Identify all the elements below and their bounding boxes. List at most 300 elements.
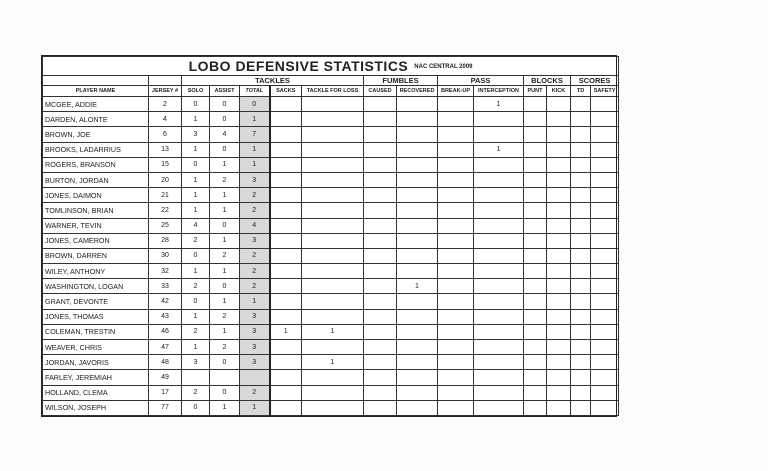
cell-total[interactable]: 2	[240, 385, 270, 400]
cell-caused[interactable]	[364, 127, 397, 142]
cell-jersey[interactable]: 4	[149, 112, 182, 127]
cell-sacks[interactable]	[270, 370, 302, 385]
cell-assist[interactable]: 2	[210, 309, 240, 324]
cell-recovered[interactable]	[397, 127, 438, 142]
cell-td[interactable]	[571, 355, 591, 370]
cell-player-name[interactable]: TOMLINSON, BRIAN	[43, 203, 149, 218]
cell-safety[interactable]	[591, 112, 619, 127]
cell-break-up[interactable]	[438, 112, 474, 127]
cell-assist[interactable]: 2	[210, 340, 240, 355]
cell-assist[interactable]: 0	[210, 142, 240, 157]
cell-assist[interactable]: 2	[210, 172, 240, 187]
cell-player-name[interactable]: DARDEN, ALONTE	[43, 112, 149, 127]
cell-punt[interactable]	[524, 112, 547, 127]
cell-td[interactable]	[571, 127, 591, 142]
cell-td[interactable]	[571, 172, 591, 187]
cell-solo[interactable]: 3	[182, 355, 210, 370]
cell-recovered[interactable]	[397, 97, 438, 112]
cell-safety[interactable]	[591, 400, 619, 415]
cell-interception[interactable]	[474, 233, 524, 248]
cell-safety[interactable]	[591, 309, 619, 324]
cell-safety[interactable]	[591, 340, 619, 355]
cell-kick[interactable]	[547, 127, 571, 142]
cell-safety[interactable]	[591, 218, 619, 233]
cell-kick[interactable]	[547, 218, 571, 233]
cell-player-name[interactable]: FARLEY, JEREMIAH	[43, 370, 149, 385]
cell-sacks[interactable]	[270, 233, 302, 248]
cell-jersey[interactable]: 46	[149, 324, 182, 339]
cell-td[interactable]	[571, 112, 591, 127]
cell-player-name[interactable]: HOLLAND, CLEMA	[43, 385, 149, 400]
cell-jersey[interactable]: 25	[149, 218, 182, 233]
cell-td[interactable]	[571, 142, 591, 157]
cell-total[interactable]: 3	[240, 309, 270, 324]
cell-tackle-for-loss[interactable]	[302, 294, 364, 309]
cell-kick[interactable]	[547, 294, 571, 309]
cell-punt[interactable]	[524, 248, 547, 263]
cell-td[interactable]	[571, 203, 591, 218]
cell-interception[interactable]	[474, 340, 524, 355]
cell-tackle-for-loss[interactable]	[302, 340, 364, 355]
cell-td[interactable]	[571, 340, 591, 355]
cell-total[interactable]	[240, 370, 270, 385]
cell-td[interactable]	[571, 309, 591, 324]
cell-sacks[interactable]	[270, 127, 302, 142]
cell-solo[interactable]: 4	[182, 218, 210, 233]
cell-assist[interactable]: 2	[210, 248, 240, 263]
cell-assist[interactable]: 0	[210, 112, 240, 127]
cell-kick[interactable]	[547, 324, 571, 339]
cell-player-name[interactable]: BROWN, DARREN	[43, 248, 149, 263]
cell-recovered[interactable]	[397, 142, 438, 157]
cell-safety[interactable]	[591, 370, 619, 385]
cell-assist[interactable]: 0	[210, 97, 240, 112]
cell-safety[interactable]	[591, 385, 619, 400]
cell-punt[interactable]	[524, 97, 547, 112]
cell-solo[interactable]: 2	[182, 385, 210, 400]
cell-td[interactable]	[571, 97, 591, 112]
cell-assist[interactable]: 1	[210, 233, 240, 248]
cell-interception[interactable]	[474, 279, 524, 294]
cell-recovered[interactable]	[397, 264, 438, 279]
cell-caused[interactable]	[364, 203, 397, 218]
cell-total[interactable]: 4	[240, 218, 270, 233]
cell-tackle-for-loss[interactable]	[302, 248, 364, 263]
cell-tackle-for-loss[interactable]	[302, 157, 364, 172]
cell-assist[interactable]: 4	[210, 127, 240, 142]
cell-tackle-for-loss[interactable]	[302, 218, 364, 233]
cell-interception[interactable]	[474, 248, 524, 263]
cell-interception[interactable]	[474, 172, 524, 187]
cell-caused[interactable]	[364, 188, 397, 203]
cell-td[interactable]	[571, 279, 591, 294]
cell-kick[interactable]	[547, 400, 571, 415]
cell-punt[interactable]	[524, 172, 547, 187]
cell-tackle-for-loss[interactable]	[302, 188, 364, 203]
cell-kick[interactable]	[547, 385, 571, 400]
cell-jersey[interactable]: 33	[149, 279, 182, 294]
cell-punt[interactable]	[524, 309, 547, 324]
cell-assist[interactable]: 1	[210, 400, 240, 415]
cell-punt[interactable]	[524, 264, 547, 279]
cell-caused[interactable]	[364, 385, 397, 400]
cell-punt[interactable]	[524, 142, 547, 157]
cell-safety[interactable]	[591, 172, 619, 187]
cell-jersey[interactable]: 47	[149, 340, 182, 355]
cell-td[interactable]	[571, 218, 591, 233]
cell-break-up[interactable]	[438, 203, 474, 218]
cell-sacks[interactable]	[270, 97, 302, 112]
cell-solo[interactable]: 2	[182, 233, 210, 248]
cell-caused[interactable]	[364, 264, 397, 279]
cell-recovered[interactable]	[397, 218, 438, 233]
cell-sacks[interactable]	[270, 355, 302, 370]
cell-total[interactable]: 3	[240, 172, 270, 187]
cell-tackle-for-loss[interactable]	[302, 264, 364, 279]
cell-break-up[interactable]	[438, 264, 474, 279]
cell-sacks[interactable]	[270, 309, 302, 324]
cell-solo[interactable]: 2	[182, 279, 210, 294]
cell-interception[interactable]: 1	[474, 97, 524, 112]
cell-solo[interactable]: 1	[182, 203, 210, 218]
cell-player-name[interactable]: JONES, THOMAS	[43, 309, 149, 324]
cell-assist[interactable]	[210, 370, 240, 385]
cell-safety[interactable]	[591, 324, 619, 339]
cell-safety[interactable]	[591, 127, 619, 142]
cell-break-up[interactable]	[438, 400, 474, 415]
cell-recovered[interactable]	[397, 203, 438, 218]
cell-interception[interactable]	[474, 385, 524, 400]
cell-assist[interactable]: 1	[210, 324, 240, 339]
cell-kick[interactable]	[547, 248, 571, 263]
cell-tackle-for-loss[interactable]	[302, 385, 364, 400]
cell-assist[interactable]: 1	[210, 203, 240, 218]
cell-punt[interactable]	[524, 203, 547, 218]
cell-safety[interactable]	[591, 97, 619, 112]
cell-total[interactable]: 2	[240, 203, 270, 218]
cell-total[interactable]: 7	[240, 127, 270, 142]
cell-kick[interactable]	[547, 264, 571, 279]
cell-break-up[interactable]	[438, 370, 474, 385]
cell-total[interactable]: 0	[240, 97, 270, 112]
cell-recovered[interactable]	[397, 309, 438, 324]
cell-jersey[interactable]: 42	[149, 294, 182, 309]
cell-interception[interactable]	[474, 127, 524, 142]
cell-sacks[interactable]	[270, 112, 302, 127]
cell-break-up[interactable]	[438, 324, 474, 339]
cell-break-up[interactable]	[438, 172, 474, 187]
cell-break-up[interactable]	[438, 294, 474, 309]
cell-recovered[interactable]	[397, 400, 438, 415]
cell-jersey[interactable]: 21	[149, 188, 182, 203]
cell-tackle-for-loss[interactable]	[302, 112, 364, 127]
cell-total[interactable]: 2	[240, 264, 270, 279]
cell-total[interactable]: 1	[240, 157, 270, 172]
cell-sacks[interactable]	[270, 203, 302, 218]
cell-caused[interactable]	[364, 294, 397, 309]
cell-total[interactable]: 3	[240, 355, 270, 370]
cell-assist[interactable]: 0	[210, 385, 240, 400]
cell-interception[interactable]	[474, 294, 524, 309]
cell-sacks[interactable]: 1	[270, 324, 302, 339]
cell-safety[interactable]	[591, 233, 619, 248]
cell-caused[interactable]	[364, 233, 397, 248]
cell-jersey[interactable]: 15	[149, 157, 182, 172]
cell-td[interactable]	[571, 233, 591, 248]
cell-tackle-for-loss[interactable]	[302, 370, 364, 385]
cell-caused[interactable]	[364, 172, 397, 187]
cell-recovered[interactable]	[397, 370, 438, 385]
cell-interception[interactable]	[474, 400, 524, 415]
cell-td[interactable]	[571, 264, 591, 279]
cell-total[interactable]: 1	[240, 294, 270, 309]
cell-solo[interactable]: 1	[182, 112, 210, 127]
cell-total[interactable]: 3	[240, 233, 270, 248]
cell-kick[interactable]	[547, 233, 571, 248]
cell-sacks[interactable]	[270, 218, 302, 233]
cell-punt[interactable]	[524, 233, 547, 248]
cell-caused[interactable]	[364, 97, 397, 112]
cell-punt[interactable]	[524, 294, 547, 309]
cell-tackle-for-loss[interactable]	[302, 142, 364, 157]
cell-break-up[interactable]	[438, 188, 474, 203]
cell-recovered[interactable]	[397, 355, 438, 370]
cell-td[interactable]	[571, 248, 591, 263]
cell-interception[interactable]	[474, 355, 524, 370]
cell-interception[interactable]	[474, 157, 524, 172]
cell-jersey[interactable]: 49	[149, 370, 182, 385]
cell-safety[interactable]	[591, 355, 619, 370]
cell-td[interactable]	[571, 385, 591, 400]
cell-player-name[interactable]: WILEY, ANTHONY	[43, 264, 149, 279]
cell-punt[interactable]	[524, 370, 547, 385]
cell-break-up[interactable]	[438, 218, 474, 233]
cell-punt[interactable]	[524, 385, 547, 400]
cell-td[interactable]	[571, 157, 591, 172]
cell-player-name[interactable]: WARNER, TEVIN	[43, 218, 149, 233]
cell-solo[interactable]: 1	[182, 340, 210, 355]
cell-solo[interactable]: 0	[182, 248, 210, 263]
cell-solo[interactable]: 1	[182, 309, 210, 324]
cell-kick[interactable]	[547, 188, 571, 203]
cell-total[interactable]: 2	[240, 188, 270, 203]
cell-assist[interactable]: 1	[210, 157, 240, 172]
cell-kick[interactable]	[547, 142, 571, 157]
cell-td[interactable]	[571, 370, 591, 385]
cell-break-up[interactable]	[438, 97, 474, 112]
cell-total[interactable]: 3	[240, 340, 270, 355]
cell-break-up[interactable]	[438, 142, 474, 157]
cell-jersey[interactable]: 32	[149, 264, 182, 279]
cell-break-up[interactable]	[438, 385, 474, 400]
cell-interception[interactable]	[474, 264, 524, 279]
cell-tackle-for-loss[interactable]	[302, 97, 364, 112]
cell-player-name[interactable]: JORDAN, JAVORIS	[43, 355, 149, 370]
cell-jersey[interactable]: 17	[149, 385, 182, 400]
cell-assist[interactable]: 1	[210, 264, 240, 279]
cell-caused[interactable]	[364, 142, 397, 157]
cell-recovered[interactable]	[397, 324, 438, 339]
cell-tackle-for-loss[interactable]: 1	[302, 324, 364, 339]
cell-recovered[interactable]: 1	[397, 279, 438, 294]
cell-kick[interactable]	[547, 203, 571, 218]
cell-tackle-for-loss[interactable]	[302, 279, 364, 294]
cell-solo[interactable]: 3	[182, 127, 210, 142]
cell-safety[interactable]	[591, 157, 619, 172]
cell-punt[interactable]	[524, 188, 547, 203]
cell-punt[interactable]	[524, 157, 547, 172]
cell-player-name[interactable]: JONES, CAMERON	[43, 233, 149, 248]
cell-solo[interactable]: 1	[182, 188, 210, 203]
cell-sacks[interactable]	[270, 248, 302, 263]
cell-player-name[interactable]: COLEMAN, TRESTIN	[43, 324, 149, 339]
cell-punt[interactable]	[524, 218, 547, 233]
cell-kick[interactable]	[547, 172, 571, 187]
cell-assist[interactable]: 0	[210, 279, 240, 294]
cell-break-up[interactable]	[438, 248, 474, 263]
cell-interception[interactable]	[474, 203, 524, 218]
cell-solo[interactable]: 0	[182, 157, 210, 172]
cell-tackle-for-loss[interactable]	[302, 127, 364, 142]
cell-punt[interactable]	[524, 279, 547, 294]
cell-break-up[interactable]	[438, 127, 474, 142]
cell-break-up[interactable]	[438, 279, 474, 294]
cell-safety[interactable]	[591, 279, 619, 294]
cell-interception[interactable]	[474, 112, 524, 127]
cell-total[interactable]: 1	[240, 112, 270, 127]
cell-player-name[interactable]: WASHINGTON, LOGAN	[43, 279, 149, 294]
cell-solo[interactable]	[182, 370, 210, 385]
cell-sacks[interactable]	[270, 385, 302, 400]
cell-total[interactable]: 3	[240, 324, 270, 339]
cell-tackle-for-loss[interactable]	[302, 203, 364, 218]
cell-punt[interactable]	[524, 127, 547, 142]
cell-kick[interactable]	[547, 279, 571, 294]
cell-recovered[interactable]	[397, 340, 438, 355]
cell-player-name[interactable]: BROOKS, LADARRIUS	[43, 142, 149, 157]
cell-assist[interactable]: 1	[210, 188, 240, 203]
cell-player-name[interactable]: WEAVER, CHRIS	[43, 340, 149, 355]
cell-tackle-for-loss[interactable]: 1	[302, 355, 364, 370]
cell-sacks[interactable]	[270, 172, 302, 187]
cell-jersey[interactable]: 2	[149, 97, 182, 112]
cell-tackle-for-loss[interactable]	[302, 233, 364, 248]
cell-break-up[interactable]	[438, 309, 474, 324]
cell-sacks[interactable]	[270, 294, 302, 309]
cell-recovered[interactable]	[397, 385, 438, 400]
cell-safety[interactable]	[591, 248, 619, 263]
cell-safety[interactable]	[591, 188, 619, 203]
cell-caused[interactable]	[364, 309, 397, 324]
cell-solo[interactable]: 1	[182, 264, 210, 279]
cell-recovered[interactable]	[397, 188, 438, 203]
cell-td[interactable]	[571, 294, 591, 309]
cell-caused[interactable]	[364, 112, 397, 127]
cell-break-up[interactable]	[438, 340, 474, 355]
cell-caused[interactable]	[364, 400, 397, 415]
cell-jersey[interactable]: 30	[149, 248, 182, 263]
cell-jersey[interactable]: 22	[149, 203, 182, 218]
cell-solo[interactable]: 0	[182, 400, 210, 415]
cell-solo[interactable]: 1	[182, 142, 210, 157]
cell-player-name[interactable]: WILSON, JOSEPH	[43, 400, 149, 415]
cell-total[interactable]: 2	[240, 279, 270, 294]
cell-caused[interactable]	[364, 248, 397, 263]
cell-player-name[interactable]: MCGEE, ADDIE	[43, 97, 149, 112]
cell-punt[interactable]	[524, 324, 547, 339]
cell-caused[interactable]	[364, 324, 397, 339]
cell-kick[interactable]	[547, 355, 571, 370]
cell-kick[interactable]	[547, 112, 571, 127]
cell-solo[interactable]: 0	[182, 294, 210, 309]
cell-solo[interactable]: 2	[182, 324, 210, 339]
cell-punt[interactable]	[524, 340, 547, 355]
cell-total[interactable]: 1	[240, 400, 270, 415]
cell-recovered[interactable]	[397, 157, 438, 172]
cell-jersey[interactable]: 43	[149, 309, 182, 324]
cell-punt[interactable]	[524, 400, 547, 415]
cell-safety[interactable]	[591, 294, 619, 309]
cell-sacks[interactable]	[270, 157, 302, 172]
cell-recovered[interactable]	[397, 294, 438, 309]
cell-safety[interactable]	[591, 142, 619, 157]
cell-caused[interactable]	[364, 279, 397, 294]
cell-recovered[interactable]	[397, 248, 438, 263]
cell-interception[interactable]	[474, 188, 524, 203]
cell-kick[interactable]	[547, 340, 571, 355]
cell-jersey[interactable]: 13	[149, 142, 182, 157]
cell-caused[interactable]	[364, 218, 397, 233]
cell-solo[interactable]: 0	[182, 97, 210, 112]
cell-total[interactable]: 2	[240, 248, 270, 263]
cell-assist[interactable]: 0	[210, 218, 240, 233]
cell-player-name[interactable]: BURTON, JORDAN	[43, 172, 149, 187]
cell-sacks[interactable]	[270, 400, 302, 415]
cell-tackle-for-loss[interactable]	[302, 400, 364, 415]
cell-td[interactable]	[571, 400, 591, 415]
cell-td[interactable]	[571, 188, 591, 203]
cell-safety[interactable]	[591, 203, 619, 218]
cell-interception[interactable]	[474, 218, 524, 233]
cell-sacks[interactable]	[270, 188, 302, 203]
cell-sacks[interactable]	[270, 279, 302, 294]
cell-tackle-for-loss[interactable]	[302, 172, 364, 187]
cell-kick[interactable]	[547, 157, 571, 172]
cell-caused[interactable]	[364, 157, 397, 172]
cell-recovered[interactable]	[397, 233, 438, 248]
cell-sacks[interactable]	[270, 340, 302, 355]
cell-interception[interactable]	[474, 370, 524, 385]
cell-caused[interactable]	[364, 355, 397, 370]
cell-punt[interactable]	[524, 355, 547, 370]
cell-sacks[interactable]	[270, 264, 302, 279]
cell-caused[interactable]	[364, 370, 397, 385]
cell-assist[interactable]: 0	[210, 355, 240, 370]
cell-kick[interactable]	[547, 97, 571, 112]
cell-player-name[interactable]: JONES, DAIMON	[43, 188, 149, 203]
cell-total[interactable]: 1	[240, 142, 270, 157]
cell-interception[interactable]	[474, 324, 524, 339]
cell-player-name[interactable]: BROWN, JOE	[43, 127, 149, 142]
cell-kick[interactable]	[547, 309, 571, 324]
cell-sacks[interactable]	[270, 142, 302, 157]
cell-jersey[interactable]: 77	[149, 400, 182, 415]
cell-player-name[interactable]: GRANT, DEVONTE	[43, 294, 149, 309]
cell-break-up[interactable]	[438, 355, 474, 370]
cell-safety[interactable]	[591, 264, 619, 279]
cell-caused[interactable]	[364, 340, 397, 355]
cell-solo[interactable]: 1	[182, 172, 210, 187]
